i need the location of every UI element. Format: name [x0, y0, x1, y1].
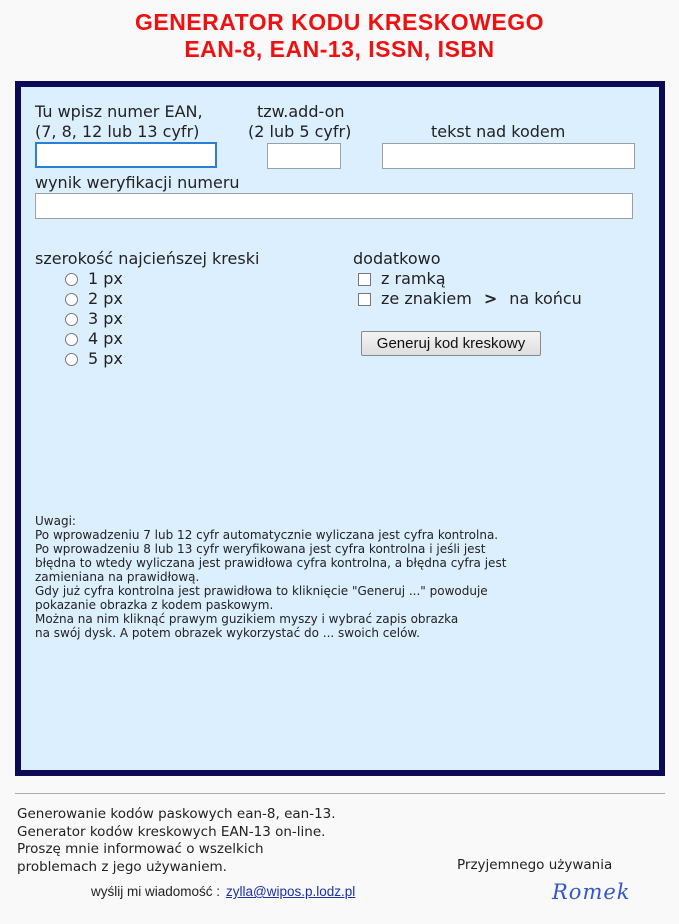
extras-label: dodatkowo: [353, 249, 441, 268]
bar-width-option-label: 5 px: [88, 349, 123, 368]
ean-input[interactable]: [35, 142, 217, 168]
text-above-label: tekst nad kodem: [431, 122, 566, 141]
verify-label: wynik weryfikacji numeru: [35, 173, 240, 192]
bar-width-option-label: 3 px: [88, 309, 123, 328]
enjoy-message: Przyjemnego używania: [457, 857, 613, 873]
radio-icon[interactable]: [65, 353, 78, 366]
generator-panel: [15, 81, 665, 776]
bar-width-option-label: 2 px: [88, 289, 123, 308]
notes-line: Po wprowadzeniu 8 lub 13 cyfr weryfikowana jest cyfra kontrolna i jeśli jest: [35, 542, 486, 556]
page-title: GENERATOR KODU KRESKOWEGO: [134, 9, 545, 35]
bar-width-option-4[interactable]: [65, 329, 123, 349]
footer-line: Proszę mnie informować o wszelkich: [17, 841, 264, 857]
footer-divider: [15, 793, 665, 794]
checkbox-icon[interactable]: [358, 293, 371, 306]
addon-input[interactable]: [267, 143, 341, 169]
radio-icon[interactable]: [65, 293, 78, 306]
end-sign-label-b: na końcu: [509, 289, 582, 308]
radio-icon[interactable]: [65, 313, 78, 326]
notes-line: błędna to wtedy wyliczana jest prawidłowa cyfra kontrolna, a błędna cyfra jest: [35, 556, 507, 570]
bar-width-option-2[interactable]: [65, 289, 123, 309]
greater-than-symbol: >: [483, 289, 498, 308]
bar-width-option-label: 1 px: [88, 269, 123, 288]
footer-line: problemach z jego używaniem.: [17, 858, 227, 875]
bar-width-option-5[interactable]: [65, 349, 123, 369]
checkbox-icon[interactable]: [358, 273, 371, 286]
notes-line: na swój dysk. A potem obrazek wykorzystać do ... swoich celów.: [35, 626, 420, 640]
frame-option-label: z ramką: [381, 269, 446, 288]
bar-width-label: szerokość najcieńszej kreski: [35, 249, 260, 268]
text-above-input[interactable]: [382, 143, 635, 169]
ean-label-line2: (7, 8, 12 lub 13 cyfr): [35, 122, 200, 141]
bar-width-option-3[interactable]: [65, 309, 123, 329]
addon-label-line1: tzw.add-on: [257, 102, 345, 121]
end-sign-option[interactable]: [358, 289, 582, 309]
frame-option[interactable]: [358, 269, 446, 289]
radio-icon[interactable]: [65, 273, 78, 286]
notes: [35, 514, 595, 640]
footer-description: [17, 806, 336, 876]
notes-line: pokazanie obrazka z kodem paskowym.: [35, 598, 274, 612]
footer-line: Generator kodów kreskowych EAN-13 on-line.: [17, 823, 326, 840]
verify-result-field[interactable]: [35, 193, 633, 219]
notes-line: zamieniana na prawidłową.: [35, 570, 200, 584]
contact: [91, 884, 355, 899]
notes-line: Uwagi:: [35, 514, 76, 528]
footer-line: Generowanie kodów paskowych ean-8, ean-13.: [17, 806, 336, 822]
contact-email-link[interactable]: zylla@wipos.p.lodz.pl: [226, 884, 356, 899]
bar-width-option-label: 4 px: [88, 329, 123, 348]
page-subtitle: EAN-8, EAN-13, ISSN, ISBN: [184, 36, 495, 62]
notes-line: Po wprowadzeniu 7 lub 12 cyfr automatycznie wyliczana jest cyfra kontrolna.: [35, 528, 499, 542]
radio-icon[interactable]: [65, 333, 78, 346]
contact-label: wyślij mi wiadomość :: [91, 884, 221, 899]
notes-line: Można na nim kliknąć prawym guzikiem myszy i wybrać zapis obrazka: [35, 612, 459, 626]
bar-width-option-1[interactable]: [65, 269, 123, 289]
notes-line: Gdy już cyfra kontrolna jest prawidłowa to kliknięcie "Generuj ..." powoduje: [35, 584, 488, 598]
author-signature: Romek: [552, 880, 631, 904]
ean-label-line1: Tu wpisz numer EAN,: [35, 102, 203, 121]
end-sign-label-a: ze znakiem: [381, 289, 472, 308]
addon-label-line2: (2 lub 5 cyfr): [248, 122, 352, 141]
generate-button[interactable]: Generuj kod kreskowy: [361, 331, 541, 356]
